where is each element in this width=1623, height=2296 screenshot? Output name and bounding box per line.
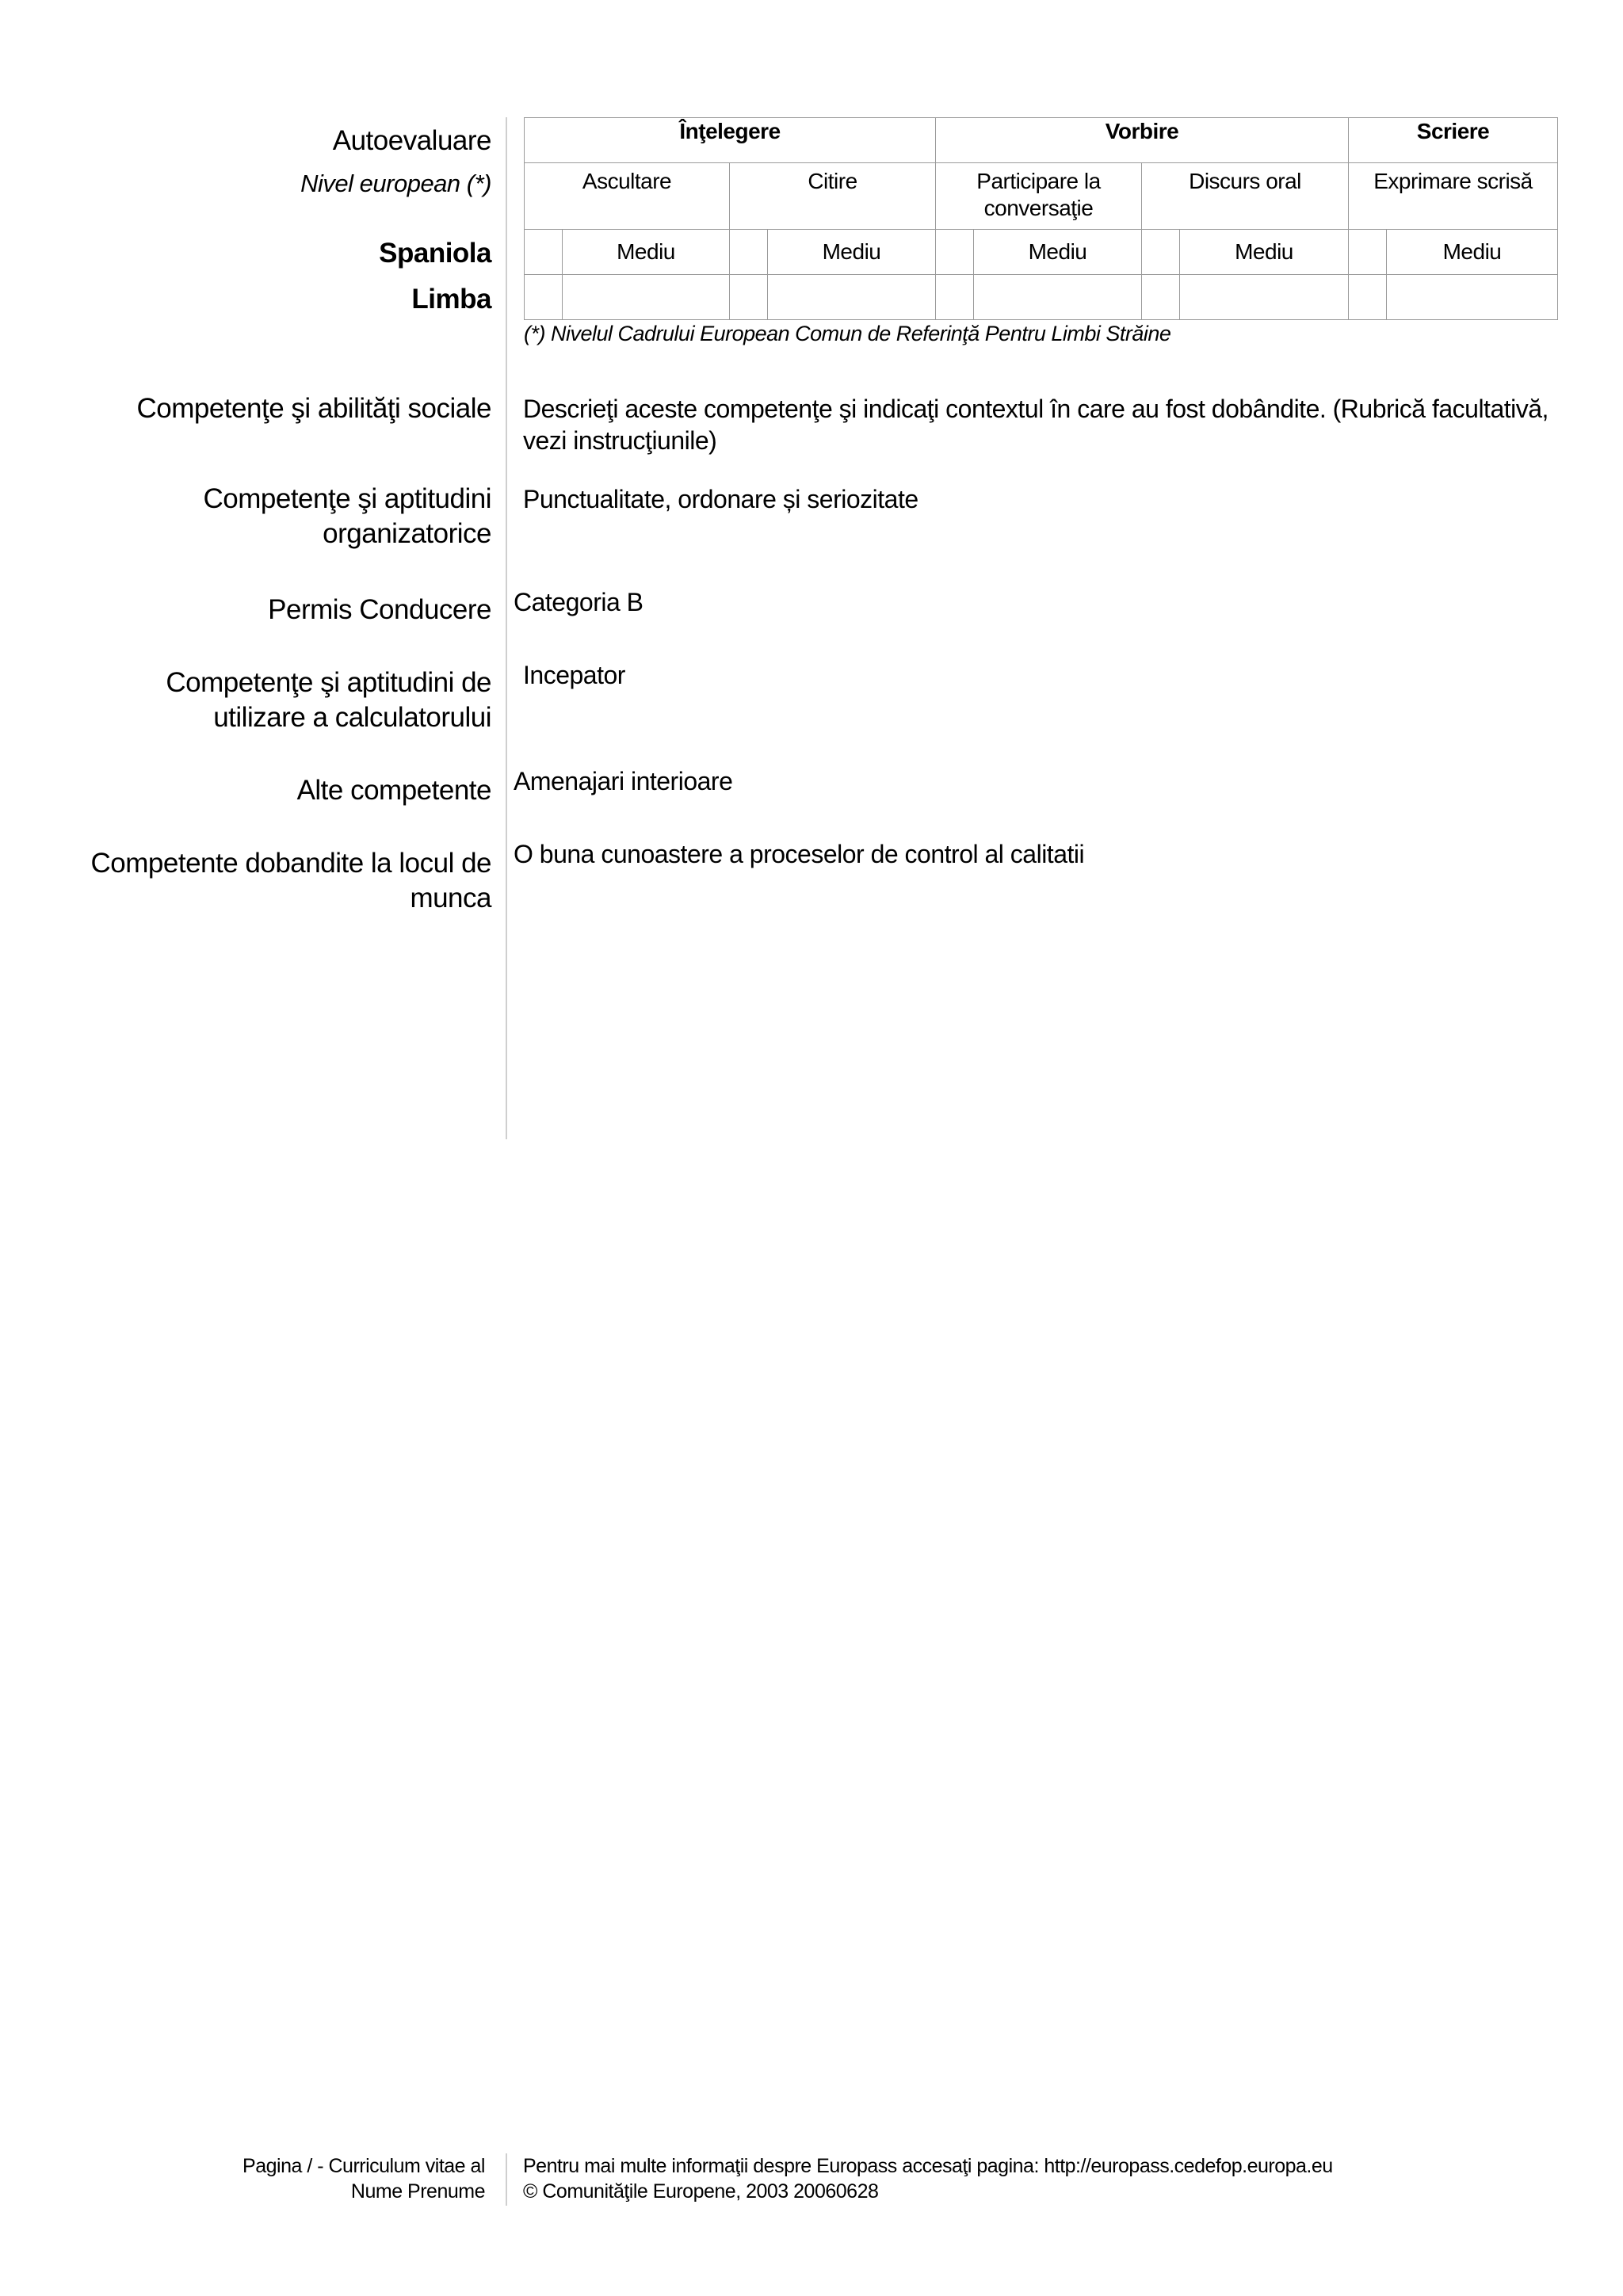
level-code-cell (525, 230, 563, 275)
level-row (525, 230, 1558, 275)
subheader-written: Exprimare scrisă (1349, 163, 1558, 230)
column-divider (506, 117, 507, 1139)
other-text: Amenajari interioare (514, 767, 733, 795)
organizational-label (204, 482, 492, 551)
driving-label: Permis Conducere (268, 594, 491, 625)
organizational-text: Punctualitate, ordonare și seriozitate (523, 485, 918, 513)
level-code-cell (730, 230, 768, 275)
workplace-text: O buna cunoastere a proceselor de control al calitatii (514, 840, 1085, 868)
footer-europass-link: Pentru mai multe informaţii despre Europass accesaţi pagina: http://europass.cedefop.europa.eu (523, 2155, 1333, 2177)
level-code-cell (1349, 230, 1387, 275)
workplace-label-line2: munca (410, 883, 491, 913)
organizational-label-line2: organizatorice (323, 518, 491, 549)
european-level-label: Nivel european (*) (300, 170, 491, 197)
language-assessment-table (524, 117, 1558, 320)
subheader-interaction-line2: conversaţie (983, 196, 1094, 220)
level-code-cell (936, 230, 974, 275)
language-name: Spaniola (379, 238, 491, 269)
empty-cell (563, 275, 730, 320)
footer-right (523, 2153, 1333, 2204)
header-writing: Scriere (1349, 118, 1558, 163)
header-understanding: Înţelegere (525, 118, 936, 163)
level-reading: Mediu (768, 230, 936, 275)
empty-cell (936, 275, 974, 320)
workplace-label-line1: Competente dobandite la locul de (90, 848, 491, 879)
subheader-interaction-line1: Participare la (976, 169, 1101, 193)
level-code-cell (1142, 230, 1180, 275)
workplace-label (91, 846, 491, 916)
footer-page-info: Pagina / - Curriculum vitae al (242, 2155, 485, 2177)
computer-text: Incepator (523, 661, 625, 689)
footer-copyright: © Comunităţile Europene, 2003 20060628 (523, 2180, 879, 2203)
level-interaction: Mediu (974, 230, 1142, 275)
subheader-reading: Citire (730, 163, 936, 230)
empty-cell (1180, 275, 1349, 320)
empty-cell (730, 275, 768, 320)
driving-text: Categoria B (514, 588, 643, 616)
footer-left (242, 2153, 485, 2204)
computer-label-line2: utilizare a calculatorului (213, 702, 491, 733)
header-speaking: Vorbire (936, 118, 1349, 163)
empty-row (525, 275, 1558, 320)
level-listening: Mediu (563, 230, 730, 275)
empty-cell (768, 275, 936, 320)
subheader-interaction (936, 163, 1142, 230)
level-written: Mediu (1387, 230, 1558, 275)
empty-cell (1349, 275, 1387, 320)
empty-cell (525, 275, 563, 320)
level-production: Mediu (1180, 230, 1349, 275)
empty-cell (1142, 275, 1180, 320)
computer-label-line1: Competenţe şi aptitudini de (166, 667, 491, 698)
organizational-label-line1: Competenţe şi aptitudini (203, 483, 491, 514)
computer-label (166, 666, 491, 735)
self-assessment-label: Autoevaluare (332, 125, 491, 156)
social-text: Descrieţi aceste competenţe şi indicaţi contextul în care au fost dobândite. (Rubrică facultativă, vezi instrucţiunile) (523, 395, 1549, 455)
subheader-listening: Ascultare (525, 163, 730, 230)
language-label: Limba (411, 284, 491, 315)
footer-name: Nume Prenume (350, 2180, 485, 2203)
social-label: Competenţe şi abilităţi sociale (136, 393, 491, 424)
other-label: Alte competente (296, 775, 491, 806)
cefr-footnote: (*) Nivelul Cadrului European Comun de Referinţă Pentru Limbi Străine (524, 322, 1171, 345)
footer-divider (506, 2153, 507, 2206)
subheader-production: Discurs oral (1142, 163, 1349, 230)
empty-cell (974, 275, 1142, 320)
empty-cell (1387, 275, 1558, 320)
